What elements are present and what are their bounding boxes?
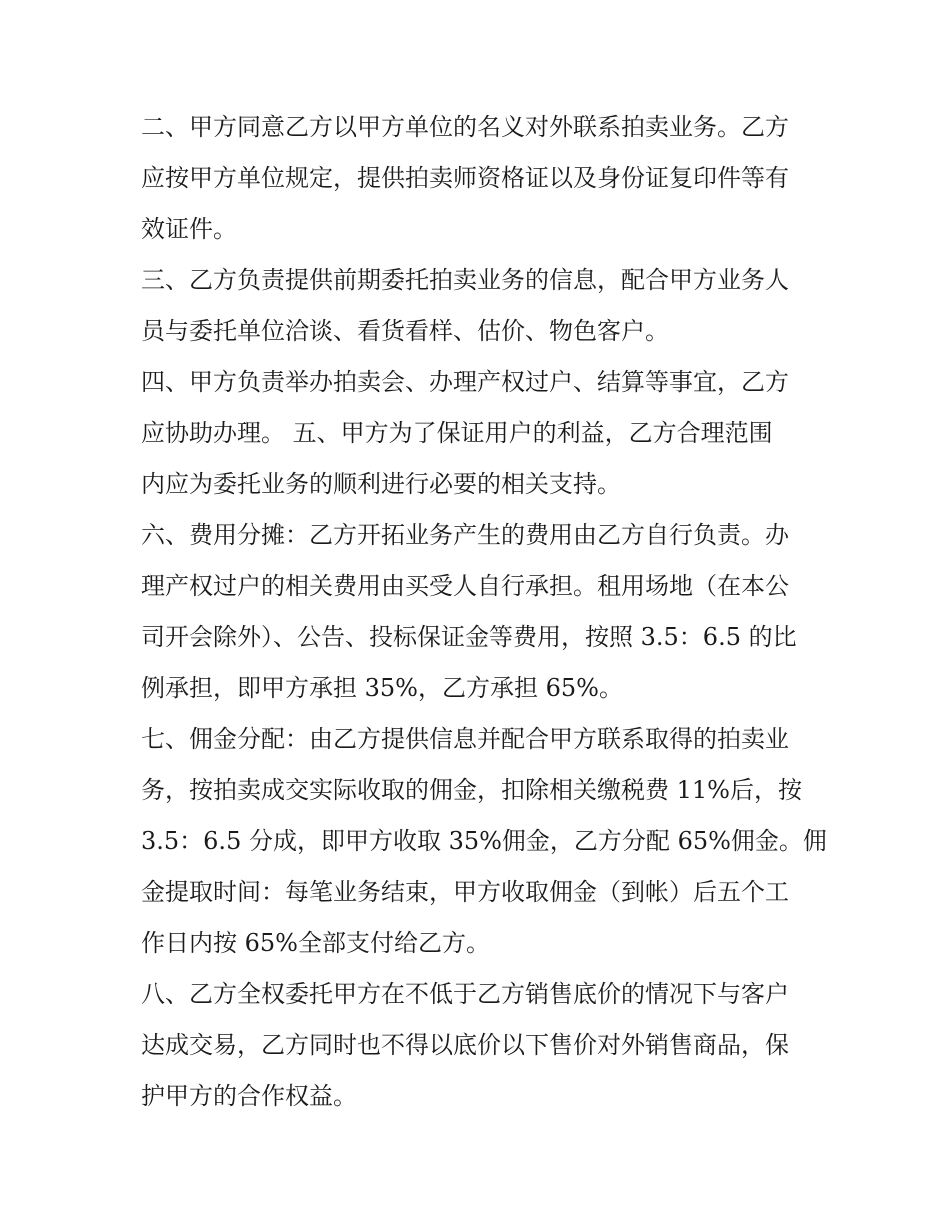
document-body (141, 102, 827, 1122)
text-line: 效证件。 (141, 215, 237, 243)
text-line: 八、乙方全权委托甲方在不低于乙方销售底价的情况下与客户 (141, 980, 789, 1008)
text-line: 六、费用分摊：乙方开拓业务产生的费用由乙方自行负责。办 (141, 521, 789, 549)
text-line: 护甲方的合作权益。 (141, 1082, 357, 1110)
text-line: 七、佣金分配：由乙方提供信息并配合甲方联系取得的拍卖业 (141, 725, 789, 753)
text-line: 金提取时间：每笔业务结束，甲方收取佣金（到帐）后五个工 (141, 878, 789, 906)
text-line: 应按甲方单位规定，提供拍卖师资格证以及身份证复印件等有 (141, 164, 789, 192)
text-line: 务，按拍卖成交实际收取的佣金，扣除相关缴税费 11%后，按 (141, 776, 802, 804)
text-line: 应协助办理。 五、甲方为了保证用户的利益，乙方合理范围 (141, 419, 773, 447)
text-line: 内应为委托业务的顺利进行必要的相关支持。 (141, 470, 621, 498)
text-line: 员与委托单位洽谈、看货看样、估价、物色客户。 (141, 317, 669, 345)
text-line: 作日内按 65%全部支付给乙方。 (141, 929, 490, 957)
text-line: 理产权过户的相关费用由买受人自行承担。租用场地（在本公 (141, 572, 789, 600)
text-line: 司开会除外）、公告、投标保证金等费用，按照 3.5：6.5 的比 (141, 623, 797, 651)
text-line: 三、乙方负责提供前期委托拍卖业务的信息，配合甲方业务人 (141, 266, 789, 294)
text-line: 四、甲方负责举办拍卖会、办理产权过户、结算等事宜，乙方 (141, 368, 789, 396)
text-line: 达成交易，乙方同时也不得以底价以下售价对外销售商品，保 (141, 1031, 789, 1059)
text-line: 二、甲方同意乙方以甲方单位的名义对外联系拍卖业务。乙方 (141, 113, 789, 141)
text-line: 3.5：6.5 分成，即甲方收取 35%佣金，乙方分配 65%佣金。佣 (141, 827, 827, 855)
text-line: 例承担，即甲方承担 35%，乙方承担 65%。 (141, 674, 623, 702)
